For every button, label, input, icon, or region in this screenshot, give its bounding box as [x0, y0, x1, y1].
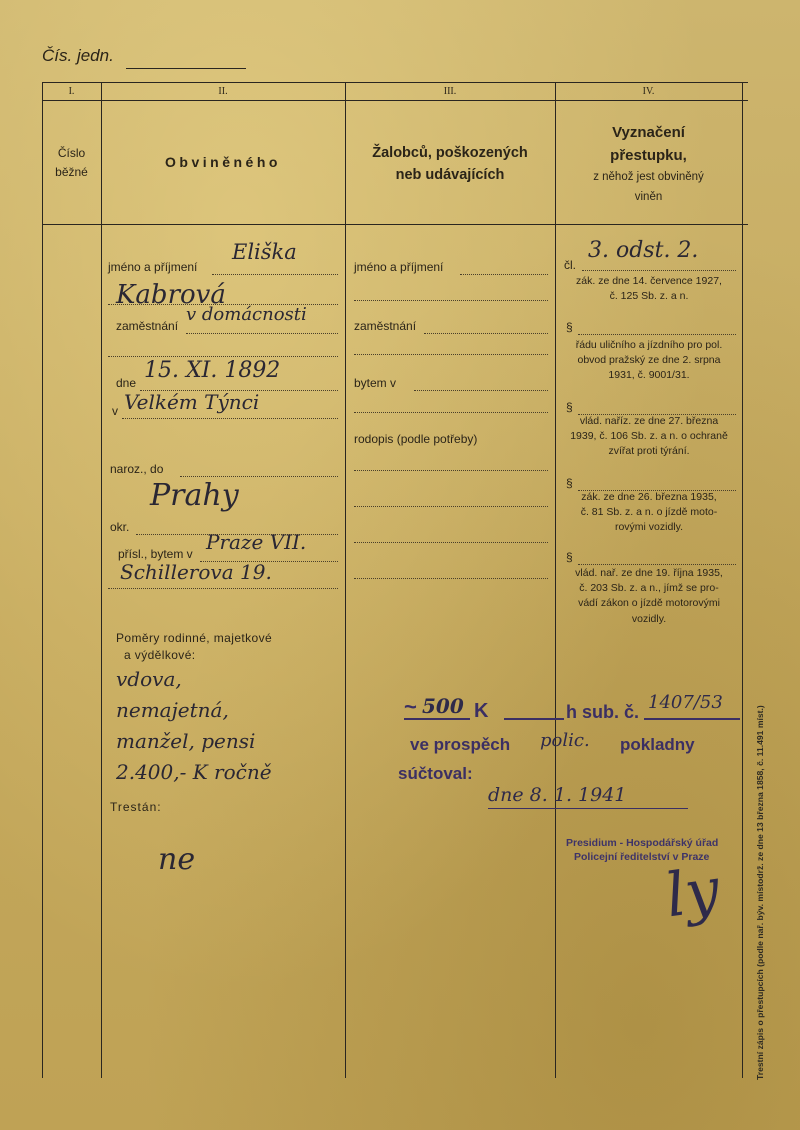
- signature-mark: ly: [661, 854, 724, 932]
- header-row-border: [42, 224, 748, 225]
- stamp-pokladny: pokladny: [620, 735, 695, 754]
- stamp-currency-line: [504, 718, 564, 720]
- offence-law3-line3: zvířat proti týrání.: [608, 445, 690, 458]
- stamp-hsub-label: h sub. č.: [566, 702, 640, 722]
- complainant-name-line2: [354, 300, 548, 301]
- col-border-3: [555, 82, 556, 1078]
- accused-pomery-label: [116, 630, 272, 665]
- offence-law3: [558, 414, 740, 460]
- stamp-amount: 500: [422, 694, 464, 718]
- accused-place-hw: Velkém Týnci: [124, 390, 260, 414]
- complainant-rodopis-label: rodopis (podle potřeby): [354, 432, 478, 446]
- stamp-amount-dash: ~: [404, 694, 417, 719]
- offence-law4-line2: č. 81 Sb. z. a n. o jízdě moto-: [580, 506, 718, 519]
- side-text: Trestní zápis o přestupcích (podle nař. býv. místodrž. ze dne 13 března 1858, č. 11.491 míst.): [755, 705, 765, 1080]
- offence-law1-line1: zák. ze dne 14. července 1927,: [576, 275, 722, 287]
- accused-pomery-hw-line2: nemajetná,: [116, 698, 229, 722]
- accused-date-hw: 15. XI. 1892: [144, 358, 281, 383]
- col-2-header: Obviněného: [165, 154, 281, 170]
- complainant-residence-line: [414, 390, 548, 391]
- col-3-title-line1: Žalobců, poškozených: [372, 145, 528, 161]
- offence-law5-line3: vádí zákon o jízdě motorovými: [578, 597, 720, 610]
- col-3-roman: III.: [443, 86, 457, 97]
- complainant-extra-line1: [354, 470, 548, 471]
- complainant-extra-line2: [354, 506, 548, 507]
- accused-pomery-hw: [116, 664, 272, 788]
- offence-sect5-symbol: §: [566, 550, 573, 564]
- accused-name-label: jméno a příjmení: [108, 260, 198, 274]
- accused-naroz-line: [180, 476, 338, 477]
- offence-law2-line2: obvod pražský ze dne 2. srpna: [577, 354, 721, 367]
- stamp-prospech-hw: polic.: [540, 730, 590, 751]
- accused-place-line: [122, 418, 338, 419]
- accused-naroz-hw: Prahy: [150, 478, 239, 513]
- offence-sect5-line: [578, 564, 736, 565]
- col-border-right: [742, 82, 743, 1078]
- col-1-title-line1: Číslo: [57, 146, 86, 160]
- accused-occupation-line: [186, 333, 338, 334]
- offence-cl-label: čl.: [564, 258, 576, 272]
- col-3-title-line2: neb udávajících: [395, 167, 505, 184]
- offence-sect2-line: [578, 334, 736, 335]
- complainant-extra-line3: [354, 542, 548, 543]
- col-1-header: [42, 144, 101, 182]
- complainant-occupation-line: [424, 333, 548, 334]
- offence-law3-line1: vlád. naříz. ze dne 27. března: [579, 415, 719, 427]
- offence-sect4-symbol: §: [566, 476, 573, 490]
- offence-sect3-symbol: §: [566, 400, 573, 414]
- col-1-roman: I.: [68, 86, 75, 97]
- offence-law1: [558, 274, 740, 304]
- cis-jedn-line: [126, 68, 246, 69]
- offence-cl-line: [582, 270, 736, 271]
- accused-name-hw2: Kabrová: [116, 280, 226, 310]
- stamp-hsub-number: 1407/53: [648, 692, 723, 713]
- accused-pomery-label-line2: a výdělkové:: [124, 648, 196, 663]
- offence-law2-line1: řádu uličního a jízdního pro pol.: [575, 339, 723, 351]
- offence-sect2-symbol: §: [566, 320, 573, 334]
- accused-pomery-hw-line4: 2.400,- K ročně: [116, 760, 272, 784]
- complainant-residence-label: bytem v: [354, 376, 397, 390]
- offence-law4-line3: rovými vozidly.: [614, 521, 684, 534]
- accused-occupation-label: zaměstnání: [116, 319, 179, 333]
- offence-law5-line1: vlád. nař. ze dne 19. října 1935,: [575, 567, 723, 579]
- stamp-hsub-underline: [644, 718, 740, 720]
- col-4-title-line1: Vyznačení: [612, 124, 685, 141]
- offence-law5-line2: č. 203 Sb. z. a n., jímž se pro-: [579, 582, 719, 595]
- offence-law5: [558, 566, 740, 627]
- stamp-ve-prospech: ve prospěch: [410, 735, 511, 754]
- complainant-name-line: [460, 274, 548, 275]
- stamp-date-hw: dne 8. 1. 1941: [488, 784, 627, 806]
- accused-prisl-label: přísl., bytem v: [118, 547, 193, 561]
- col-border-left: [42, 82, 43, 1078]
- col-4-title-line3: z něhož jest obviněný: [593, 171, 704, 183]
- complainant-name-label: jméno a příjmení: [354, 260, 444, 274]
- accused-trestan-hw: ne: [158, 842, 196, 877]
- offence-law4: [558, 490, 740, 536]
- roman-row-border: [42, 100, 748, 101]
- offence-law4-line1: zák. ze dne 26. března 1935,: [581, 491, 717, 503]
- stamp-currency: K: [474, 700, 489, 722]
- accused-occupation-line2: [108, 356, 338, 357]
- accused-pomery-hw-line3: manžel, pensi: [116, 729, 256, 753]
- accused-prisl-hw2: Schillerova 19.: [120, 560, 272, 584]
- col-4-header: [555, 122, 742, 207]
- accused-name-line: [212, 274, 338, 275]
- stamp-date-underline: [488, 808, 688, 809]
- accused-place-label: v: [112, 404, 118, 418]
- stamp-office-line1: Presidium - Hospodářský úřad: [566, 837, 719, 849]
- offence-law2-line3: 1931, č. 9001/31.: [608, 369, 690, 382]
- accused-occupation-hw: v domácnosti: [186, 304, 307, 325]
- accused-naroz-label: naroz., do: [110, 462, 164, 476]
- complainant-residence-line2: [354, 412, 548, 413]
- accused-trestan-label: Trestán:: [110, 800, 162, 814]
- accused-pomery-label-line1: Poměry rodinné, majetkové: [116, 631, 273, 645]
- complainant-occupation-line2: [354, 354, 548, 355]
- accused-okr-label: okr.: [110, 520, 130, 534]
- complainant-occupation-label: zaměstnání: [354, 319, 417, 333]
- col-border-1: [101, 82, 102, 1078]
- offence-law3-line2: 1939, č. 106 Sb. z. a n. o ochraně: [570, 430, 728, 443]
- offence-law1-line2: č. 125 Sb. z. a n.: [609, 290, 689, 303]
- complainant-extra-line4: [354, 578, 548, 579]
- accused-pomery-hw-line1: vdova,: [116, 667, 182, 691]
- col-2-roman: II.: [218, 86, 228, 97]
- accused-date-label: dne: [116, 376, 137, 390]
- cis-jedn-label: Čís. jedn.: [42, 46, 114, 65]
- table-top-border: [42, 82, 748, 83]
- stamp-suctoval: súčtoval:: [398, 764, 473, 783]
- offence-cl-hw: 3. odst. 2.: [588, 238, 699, 263]
- stamp-office-line2: Policejní ředitelství v Praze: [574, 851, 710, 864]
- accused-prisl-line2: [108, 588, 338, 589]
- accused-name-hw1: Eliška: [232, 240, 297, 264]
- col-border-2: [345, 82, 346, 1078]
- col-3-header: [345, 142, 555, 187]
- col-4-roman: IV.: [642, 86, 655, 97]
- accused-prisl-hw1: Praze VII.: [206, 530, 307, 554]
- offence-law5-line4: vozidly.: [631, 612, 667, 625]
- offence-law2: [558, 338, 740, 384]
- col-4-title-line2: přestupku,: [610, 146, 687, 164]
- col-1-title-line2: běžné: [55, 165, 88, 180]
- stamp-amount-underline: [404, 718, 470, 720]
- col-4-title-line4: viněn: [634, 191, 663, 204]
